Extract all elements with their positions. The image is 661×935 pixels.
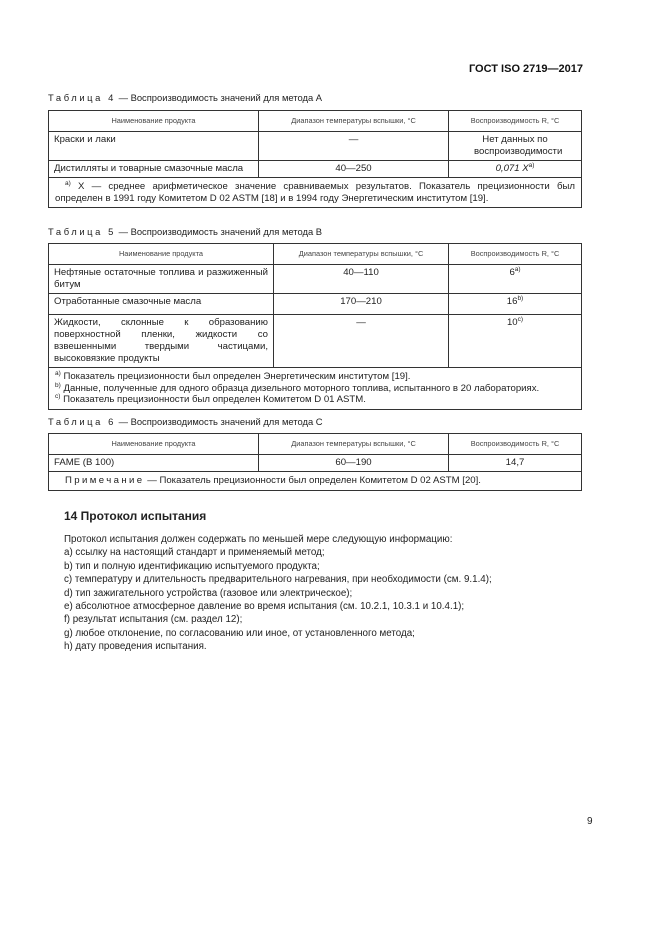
footnote-mark: b) [517, 294, 524, 302]
footnote-text: Показатель прецизионности был определен Комитетом D 01 ASTM. [60, 394, 366, 405]
list-item: d) тип зажигательного устройства (газовое или электрическое); [64, 587, 353, 599]
footnote-mark: c) [55, 392, 61, 400]
note-text: — Показатель прецизионности был определен Комитетом D 02 ASTM [20]. [144, 475, 481, 486]
table5 [48, 243, 582, 410]
table-title: — Воспроизводимость значений для метода В [115, 226, 323, 237]
table-header-row [49, 244, 582, 265]
list-item: g) любое отклонение, по согласованию или иное, от установленного метода; [64, 627, 415, 639]
cell-value: 0,071 X [495, 163, 529, 174]
list-item: h) дату проведения испытания. [64, 641, 207, 653]
table6-caption [48, 416, 323, 427]
table-note [49, 472, 582, 491]
table-row [49, 161, 582, 178]
cell-value: 6 [509, 267, 515, 278]
footnotes [49, 368, 582, 410]
table-label: Таблица 6 [48, 416, 116, 427]
table-label: Таблица 4 [48, 92, 116, 103]
footnote-mark: a) [528, 161, 535, 169]
footnote-mark: b) [55, 381, 61, 389]
cell [449, 265, 582, 294]
cell: — [259, 132, 449, 161]
footnote [55, 181, 575, 204]
column-header: Диапазон температуры вспышки, °С [259, 111, 449, 132]
footnote [55, 394, 575, 406]
table-title: — Воспроизводимость значений для метода А [115, 92, 323, 103]
cell: Нет данных по воспроизводимости [449, 132, 582, 161]
footnote-mark: a) [65, 179, 71, 187]
cell: 14,7 [449, 455, 582, 472]
table4 [48, 110, 582, 208]
table5-caption [48, 226, 322, 237]
table-row [49, 294, 582, 315]
table-label: Таблица 5 [48, 226, 116, 237]
column-header: Воспроизводимость R, °С [449, 244, 582, 265]
cell [449, 315, 582, 368]
table6 [48, 433, 582, 491]
table-header-row [49, 111, 582, 132]
column-header: Диапазон температуры вспышки, °С [274, 244, 449, 265]
section-heading: 14 Протокол испытания [64, 509, 207, 523]
footnote-mark: c) [517, 315, 524, 323]
cell: Нефтяные остаточные топлива и разжиженный битум [49, 265, 274, 294]
note-row [49, 472, 582, 491]
column-header: Воспроизводимость R, °С [449, 434, 582, 455]
cell: 40—110 [274, 265, 449, 294]
cell: — [274, 315, 449, 368]
table-title: — Воспроизводимость значений для метода С [115, 416, 323, 427]
column-header: Наименование продукта [49, 111, 259, 132]
table4-caption [48, 92, 322, 103]
cell-value: 10 [506, 317, 518, 328]
table-row [49, 455, 582, 472]
footnote-text: Показатель прецизионности был определен Энергетическим институтом [19]. [60, 371, 411, 382]
cell: FAME (В 100) [49, 455, 259, 472]
footnote [55, 383, 575, 395]
note-label: Примечание [65, 475, 145, 486]
cell-value: 16 [506, 296, 518, 307]
cell: Отработанные смазочные масла [49, 294, 274, 315]
list-item: f) результат испытания (см. раздел 12); [64, 614, 243, 626]
cell: Жидкости, склонные к образованию поверхностной пленки, жидкости со взвешенными твердыми частицами, высоковязкие продукты [49, 315, 274, 368]
table-header-row [49, 434, 582, 455]
table-row [49, 315, 582, 368]
list-item: a) ссылку на настоящий стандарт и применяемый метод; [64, 547, 325, 559]
footnote-mark: a) [55, 369, 61, 377]
cell [449, 161, 582, 178]
list-item: e) абсолютное атмосферное давление во время испытания (см. 10.2.1, 10.3.1 и 10.4.1); [64, 601, 465, 613]
footnote-row [49, 368, 582, 410]
column-header: Наименование продукта [49, 434, 259, 455]
document-header: ГОСТ ISO 2719—2017 [468, 63, 583, 75]
cell: 40—250 [259, 161, 449, 178]
paragraph: Протокол испытания должен содержать по меньшей мере следующую информацию: [64, 534, 453, 545]
table-row [49, 132, 582, 161]
column-header: Диапазон температуры вспышки, °С [259, 434, 449, 455]
page-number: 9 [587, 816, 593, 827]
cell: Краски и лаки [49, 132, 259, 161]
footnotes [49, 178, 582, 208]
column-header: Воспроизводимость R, °С [449, 111, 582, 132]
list-item: b) тип и полную идентификацию испытуемого продукта; [64, 560, 320, 572]
cell: Дистилляты и товарные смазочные масла [49, 161, 259, 178]
footnote-mark: a) [514, 265, 521, 273]
column-header: Наименование продукта [49, 244, 274, 265]
cell: 170—210 [274, 294, 449, 315]
list-item: c) температуру и длительность предварительного нагревания, при необходимости (см. 9.1.4); [64, 574, 492, 586]
table-row [49, 265, 582, 294]
cell [449, 294, 582, 315]
footnote-text: X — среднее арифметическое значение сравниваемых результатов. Показатель прецизионности был определен в 1991 году Комитетом D 02 ASTM [18] и в 1994 году Энергетическим институтом [19]. [55, 181, 575, 204]
footnote [55, 371, 575, 383]
footnote-text: Данные, полученные для одного образца дизельного моторного топлива, испытанного в 20 лабораториях. [60, 382, 540, 394]
section-body [64, 533, 584, 654]
cell: 60—190 [259, 455, 449, 472]
footnote-row [49, 178, 582, 208]
